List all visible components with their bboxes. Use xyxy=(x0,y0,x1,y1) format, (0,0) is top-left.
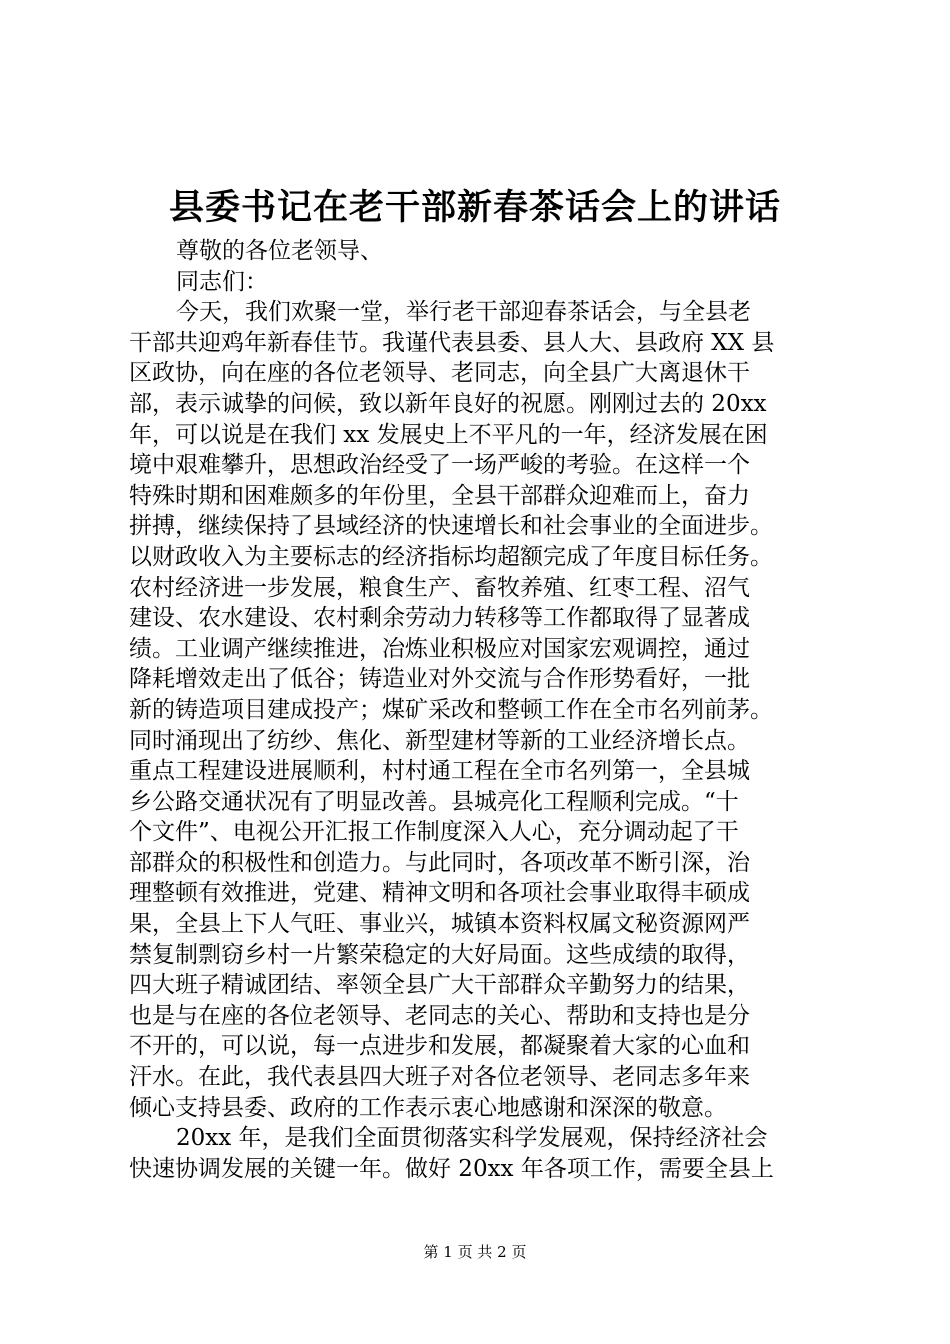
text-line: 农村经济进一步发展，粮食生产、畜牧养殖、红枣工程、沼气 xyxy=(129,574,750,601)
text-line: 快速协调发展的关键一年。做好 20xx 年各项工作，需要全县上 xyxy=(129,1155,774,1182)
text-line: 个文件”、电视公开汇报工作制度深入人心，充分调动起了干 xyxy=(129,819,739,846)
text-line: 拼搏，继续保持了县域经济的快速增长和社会事业的全面进步。 xyxy=(129,513,773,540)
text-line: 同时涌现出了纺纱、焦化、新型建材等新的工业经济增长点。 xyxy=(129,727,750,754)
text-line: 理整顿有效推进，党建、精神文明和各项社会事业取得丰硕成 xyxy=(129,880,750,907)
text-line: 也是与在座的各位老领导、老同志的关心、帮助和支持也是分 xyxy=(129,1002,750,1029)
text-line: 区政协，向在座的各位老领导、老同志，向全县广大离退休干 xyxy=(129,360,750,387)
text-line: 年，可以说是在我们 xx 发展史上不平凡的一年，经济发展在困 xyxy=(129,421,768,448)
text-line: 20xx 年，是我们全面贯彻落实科学发展观，保持经济社会 xyxy=(176,1125,768,1152)
text-line: 禁复制剽窃乡村一片繁荣稳定的大好局面。这些成绩的取得， xyxy=(129,941,750,968)
text-line: 降耗增效走出了低谷；铸造业对外交流与合作形势看好，一批 xyxy=(129,666,750,693)
text-line: 境中艰难攀升，思想政治经受了一场严峻的考验。在这样一个 xyxy=(129,452,750,479)
text-line: 不开的，可以说，每一点进步和发展，都凝聚着大家的心血和 xyxy=(129,1033,750,1060)
text-line: 果，全县上下人气旺、事业兴，城镇本资料权属文秘资源网严 xyxy=(129,911,750,938)
text-line: 倾心支持县委、政府的工作表示衷心地感谢和深深的敬意。 xyxy=(129,1094,727,1121)
paragraph-2 xyxy=(129,1123,829,1184)
text-line: 部，表示诚挚的问候，致以新年良好的祝愿。刚刚过去的 20xx xyxy=(129,390,767,417)
text-line: 乡公路交通状况有了明显改善。县城亮化工程顺利完成。“十 xyxy=(129,788,739,815)
text-line: 汗水。在此，我代表县四大班子对各位老领导、老同志多年来 xyxy=(129,1064,750,1091)
text-line: 今天，我们欢聚一堂，举行老干部迎春茶话会，与全县老 xyxy=(176,299,751,326)
salutation-line: 同志们： xyxy=(176,268,268,295)
page-number-footer: 第 1 页 共 2 页 xyxy=(423,1243,527,1261)
text-line: 干部共迎鸡年新春佳节。我谨代表县委、县人大、县政府 XX 县 xyxy=(129,329,775,356)
text-line: 部群众的积极性和创造力。与此同时，各项改革不断引深，治 xyxy=(129,849,750,876)
document-title: 县委书记在老干部新春茶话会上的讲话 xyxy=(168,187,781,228)
text-line: 特殊时期和困难颇多的年份里，全县干部群众迎难而上，奋力 xyxy=(129,482,750,509)
text-line: 四大班子精诚团结、率领全县广大干部群众辛勤努力的结果， xyxy=(129,972,750,999)
salutation-line: 尊敬的各位老领导、 xyxy=(176,238,383,264)
text-line: 新的铸造项目建成投产；煤矿采改和整顿工作在全市名列前茅。 xyxy=(129,696,773,723)
text-line: 绩。工业调产继续推进，冶炼业积极应对国家宏观调控，通过 xyxy=(129,635,750,662)
text-line: 以财政收入为主要标志的经济指标均超额完成了年度目标任务。 xyxy=(129,543,773,570)
text-line: 重点工程建设进展顺利，村村通工程在全市名列第一，全县城 xyxy=(129,758,750,785)
paragraph-1 xyxy=(129,297,829,1123)
document-body xyxy=(129,236,829,1184)
text-line: 建设、农水建设、农村剩余劳动力转移等工作都取得了显著成 xyxy=(129,605,750,632)
